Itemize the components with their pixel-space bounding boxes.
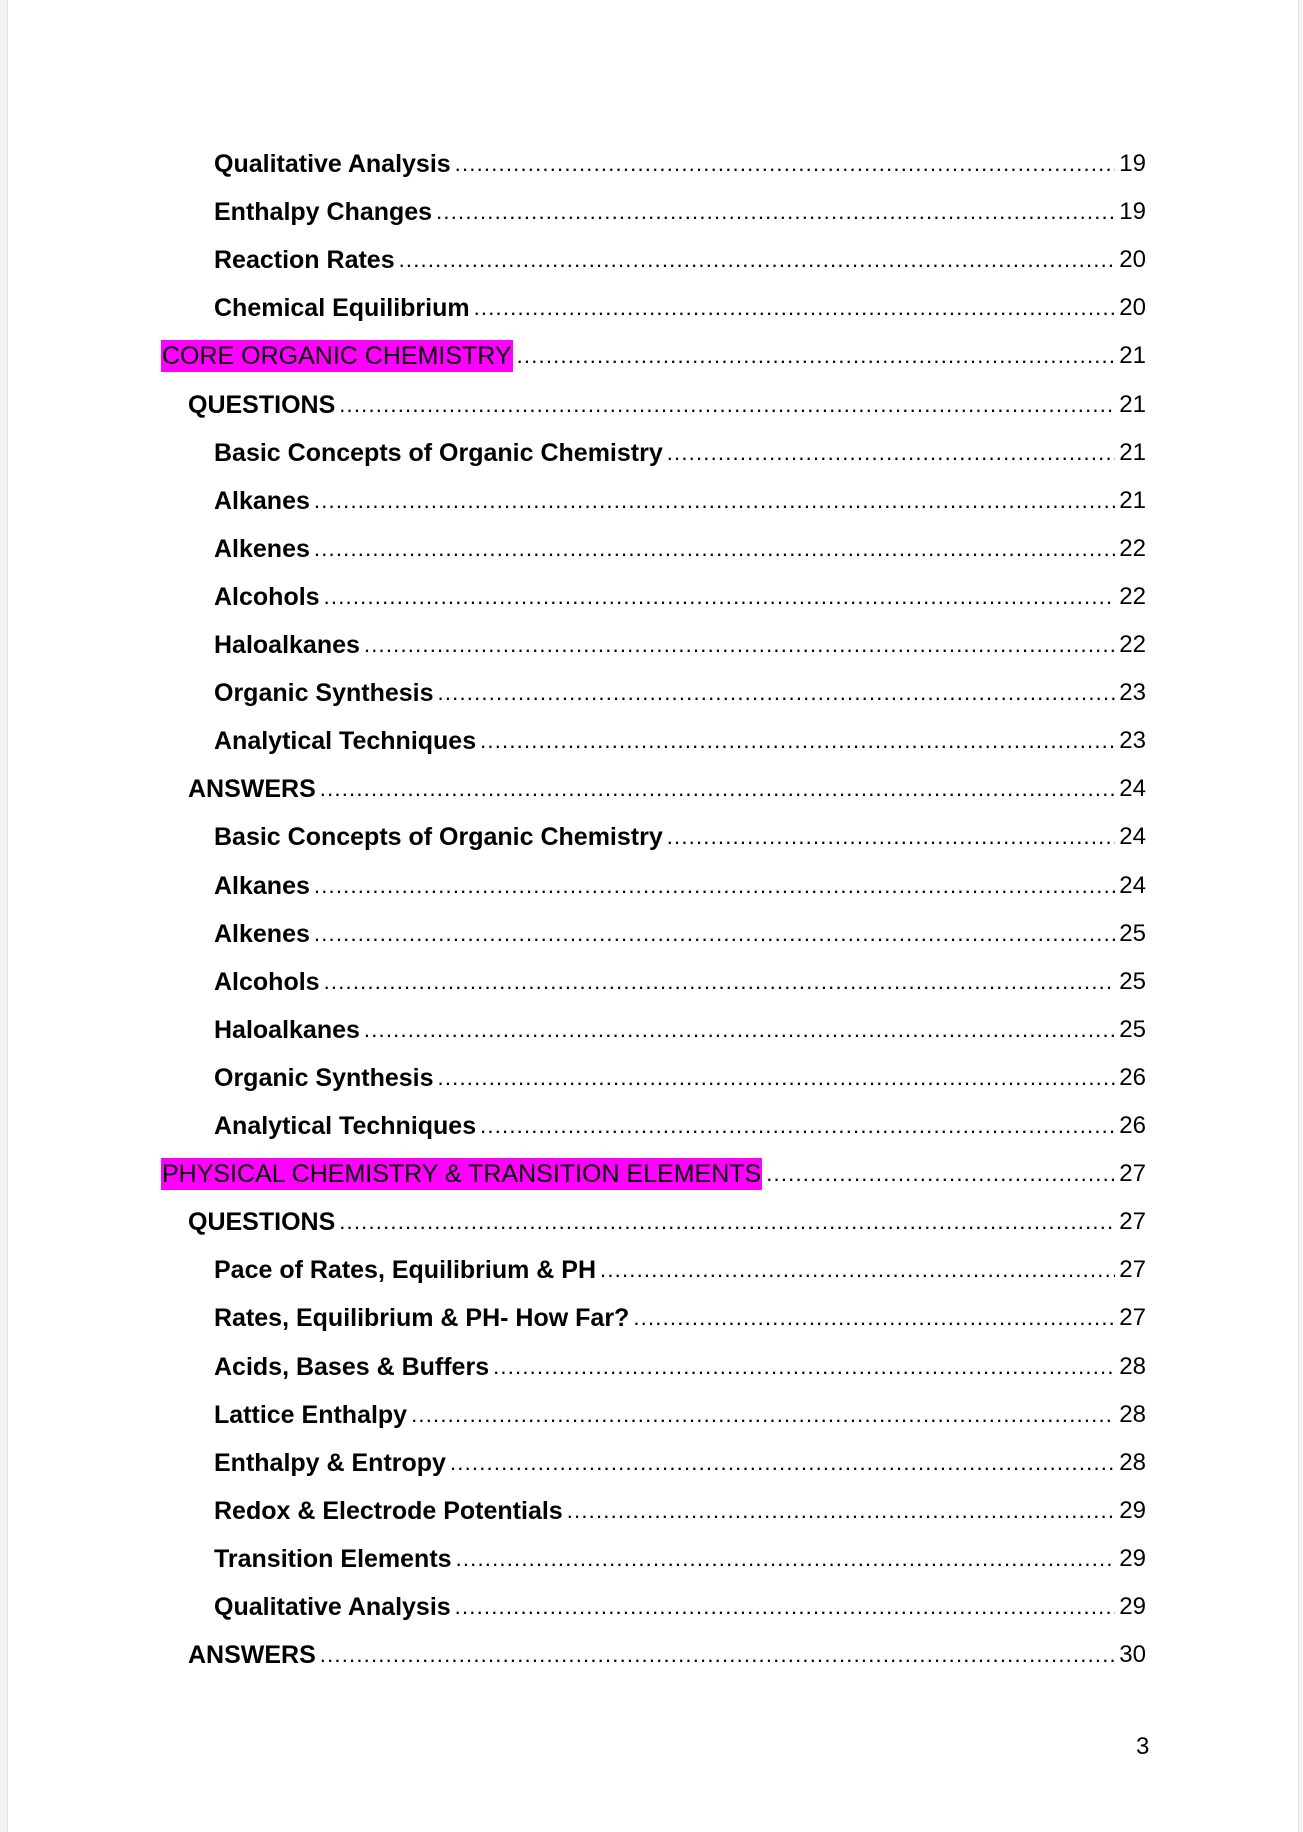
- toc-page-number: 28: [1119, 1352, 1146, 1380]
- toc-subsection-entry[interactable]: [188, 1206, 1146, 1238]
- dot-leader: [667, 437, 1116, 469]
- dot-leader: [339, 1206, 1115, 1238]
- toc-section-entry[interactable]: [161, 340, 1146, 372]
- toc-page-number: 22: [1119, 631, 1146, 658]
- toc-entry[interactable]: [214, 821, 1146, 853]
- dot-leader: [567, 1495, 1116, 1527]
- toc-entry[interactable]: [214, 148, 1146, 180]
- toc-page-number: 25: [1119, 1015, 1146, 1043]
- toc-entry-label: Basic Concepts of Organic Chemistry: [214, 823, 663, 852]
- toc-entry-label: Pace of Rates, Equilibrium & PH: [214, 1256, 597, 1285]
- toc-entry[interactable]: [214, 581, 1146, 613]
- toc-entry-label: Reaction Rates: [214, 246, 395, 275]
- toc-entry-label: Redox & Electrode Potentials: [214, 1496, 563, 1525]
- toc-page-number: 25: [1119, 919, 1146, 947]
- toc-page-number: 21: [1119, 486, 1146, 514]
- toc-entry[interactable]: [214, 870, 1146, 902]
- toc-entry[interactable]: [214, 1399, 1146, 1431]
- toc-page-number: 29: [1119, 1496, 1146, 1524]
- toc-page-number: 29: [1119, 1593, 1146, 1620]
- toc-entry-label: Alcohols: [214, 967, 320, 996]
- toc-entry[interactable]: [214, 1302, 1146, 1334]
- toc-page-number: 20: [1119, 246, 1146, 274]
- toc-entry-label: Basic Concepts of Organic Chemistry: [214, 438, 663, 467]
- toc-entry-label: Haloalkanes: [214, 1015, 360, 1044]
- dot-leader: [364, 629, 1115, 661]
- dot-leader: [455, 1591, 1116, 1623]
- toc-entry-label: Chemical Equilibrium: [214, 294, 470, 323]
- toc-page-number: 27: [1119, 1304, 1146, 1332]
- toc-page-number: 28: [1119, 1448, 1146, 1476]
- dot-leader: [324, 581, 1116, 613]
- dot-leader: [450, 1447, 1115, 1479]
- toc-entry-label: ANSWERS: [188, 1641, 316, 1670]
- dot-leader: [436, 196, 1115, 228]
- toc-page-number: 29: [1119, 1544, 1146, 1572]
- toc-entry-label: Alkenes: [214, 534, 310, 563]
- toc-page-number: 21: [1119, 342, 1146, 370]
- toc-page-number: 21: [1119, 390, 1146, 418]
- toc-entry-label: Rates, Equilibrium & PH- How Far?: [214, 1304, 630, 1333]
- toc-entry-label: Organic Synthesis: [214, 1063, 434, 1092]
- toc-page-number: 27: [1119, 1256, 1146, 1284]
- toc-page-number: 24: [1119, 871, 1146, 899]
- dot-leader: [493, 1351, 1115, 1383]
- toc-page-number: 21: [1119, 438, 1146, 466]
- dot-leader: [364, 1014, 1115, 1046]
- toc-page-number: 27: [1119, 1208, 1146, 1236]
- toc-entry[interactable]: [214, 437, 1146, 469]
- dot-leader: [480, 725, 1115, 757]
- toc-entry-label: Lattice Enthalpy: [214, 1400, 408, 1429]
- toc-entry-label: Acids, Bases & Buffers: [214, 1352, 490, 1381]
- toc-entry-label: Analytical Techniques: [214, 727, 477, 756]
- toc-subsection-entry[interactable]: [188, 773, 1146, 805]
- dot-leader: [517, 340, 1116, 372]
- toc-entry-label: Haloalkanes: [214, 631, 360, 659]
- dot-leader: [438, 1062, 1116, 1094]
- toc-subsection-entry[interactable]: [188, 1639, 1146, 1671]
- toc-subsection-entry[interactable]: [188, 389, 1146, 421]
- toc-page-number: 19: [1119, 150, 1146, 177]
- dot-leader: [438, 677, 1116, 709]
- toc-section-entry[interactable]: [161, 1158, 1146, 1190]
- toc-entry-label: Transition Elements: [214, 1544, 452, 1573]
- toc-entry-label: Alcohols: [214, 582, 320, 611]
- dot-leader: [339, 389, 1115, 421]
- toc-page-number: 24: [1119, 823, 1146, 851]
- toc-entry[interactable]: [214, 725, 1146, 757]
- dot-leader: [320, 1639, 1116, 1671]
- toc-entry-label: Qualitative Analysis: [214, 1593, 451, 1621]
- toc-entry-label: QUESTIONS: [188, 1208, 336, 1237]
- toc-page-number: 22: [1119, 582, 1146, 610]
- dot-leader: [600, 1254, 1115, 1286]
- dot-leader: [314, 918, 1115, 950]
- toc-page-number: 26: [1119, 1063, 1146, 1091]
- toc-page-number: 22: [1119, 534, 1146, 562]
- toc-entry[interactable]: [214, 1447, 1146, 1479]
- dot-leader: [314, 870, 1115, 902]
- dot-leader: [456, 1543, 1116, 1575]
- dot-leader: [399, 244, 1116, 276]
- toc-page-number: 23: [1119, 727, 1146, 755]
- toc-entry-label: Alkanes: [214, 871, 310, 900]
- toc-entry[interactable]: [214, 677, 1146, 709]
- toc-page-number: 20: [1119, 294, 1146, 322]
- dot-leader: [766, 1158, 1115, 1190]
- toc-entry[interactable]: [214, 244, 1146, 276]
- dot-leader: [324, 966, 1116, 998]
- toc-entry[interactable]: [214, 1062, 1146, 1094]
- dot-leader: [480, 1110, 1115, 1142]
- dot-leader: [314, 485, 1115, 517]
- toc-entry-label: Qualitative Analysis: [214, 150, 451, 178]
- toc-entry[interactable]: [214, 1254, 1146, 1286]
- toc-entry-label: Enthalpy & Entropy: [214, 1448, 446, 1477]
- toc-entry-label: ANSWERS: [188, 775, 316, 804]
- toc-entry[interactable]: [214, 533, 1146, 565]
- toc-entry[interactable]: [214, 485, 1146, 517]
- toc-page-number: 19: [1119, 198, 1146, 226]
- toc-entry[interactable]: [214, 629, 1146, 661]
- dot-leader: [667, 821, 1116, 853]
- toc-page-number: 25: [1119, 967, 1146, 995]
- page-number: 3: [1136, 1733, 1150, 1760]
- toc-entry[interactable]: [214, 966, 1146, 998]
- toc-entry[interactable]: [214, 1591, 1146, 1623]
- toc-entry[interactable]: [214, 196, 1146, 228]
- toc-page-number: 23: [1119, 679, 1146, 707]
- toc-page-number: 26: [1119, 1112, 1146, 1139]
- toc-entry[interactable]: [214, 1495, 1146, 1527]
- toc-entry-label: Alkenes: [214, 919, 310, 948]
- dot-leader: [455, 148, 1116, 180]
- toc-entry[interactable]: [214, 1351, 1146, 1383]
- dot-leader: [474, 292, 1116, 324]
- toc-entry-label: Organic Synthesis: [214, 679, 434, 708]
- toc-entry[interactable]: [214, 292, 1146, 324]
- toc-entry-label: Analytical Techniques: [214, 1112, 477, 1140]
- dot-leader: [314, 533, 1115, 565]
- toc-entry-label: PHYSICAL CHEMISTRY & TRANSITION ELEMENTS: [162, 1160, 762, 1189]
- dot-leader: [633, 1302, 1115, 1334]
- toc-entry[interactable]: [214, 1543, 1146, 1575]
- toc-entry[interactable]: [214, 1110, 1146, 1142]
- dot-leader: [411, 1399, 1115, 1431]
- document-page: [7, 0, 1299, 1832]
- toc-entry-label: CORE ORGANIC CHEMISTRY: [162, 342, 512, 371]
- toc-page-number: 27: [1119, 1160, 1146, 1188]
- toc-page-number: 24: [1119, 775, 1146, 803]
- toc-entry[interactable]: [214, 1014, 1146, 1046]
- toc-page-number: 30: [1119, 1641, 1146, 1669]
- toc-entry-label: QUESTIONS: [188, 390, 336, 419]
- dot-leader: [320, 773, 1116, 805]
- toc-entry-label: Alkanes: [214, 486, 310, 515]
- toc-entry[interactable]: [214, 918, 1146, 950]
- toc-entry-label: Enthalpy Changes: [214, 198, 433, 227]
- toc-page-number: 28: [1119, 1400, 1146, 1428]
